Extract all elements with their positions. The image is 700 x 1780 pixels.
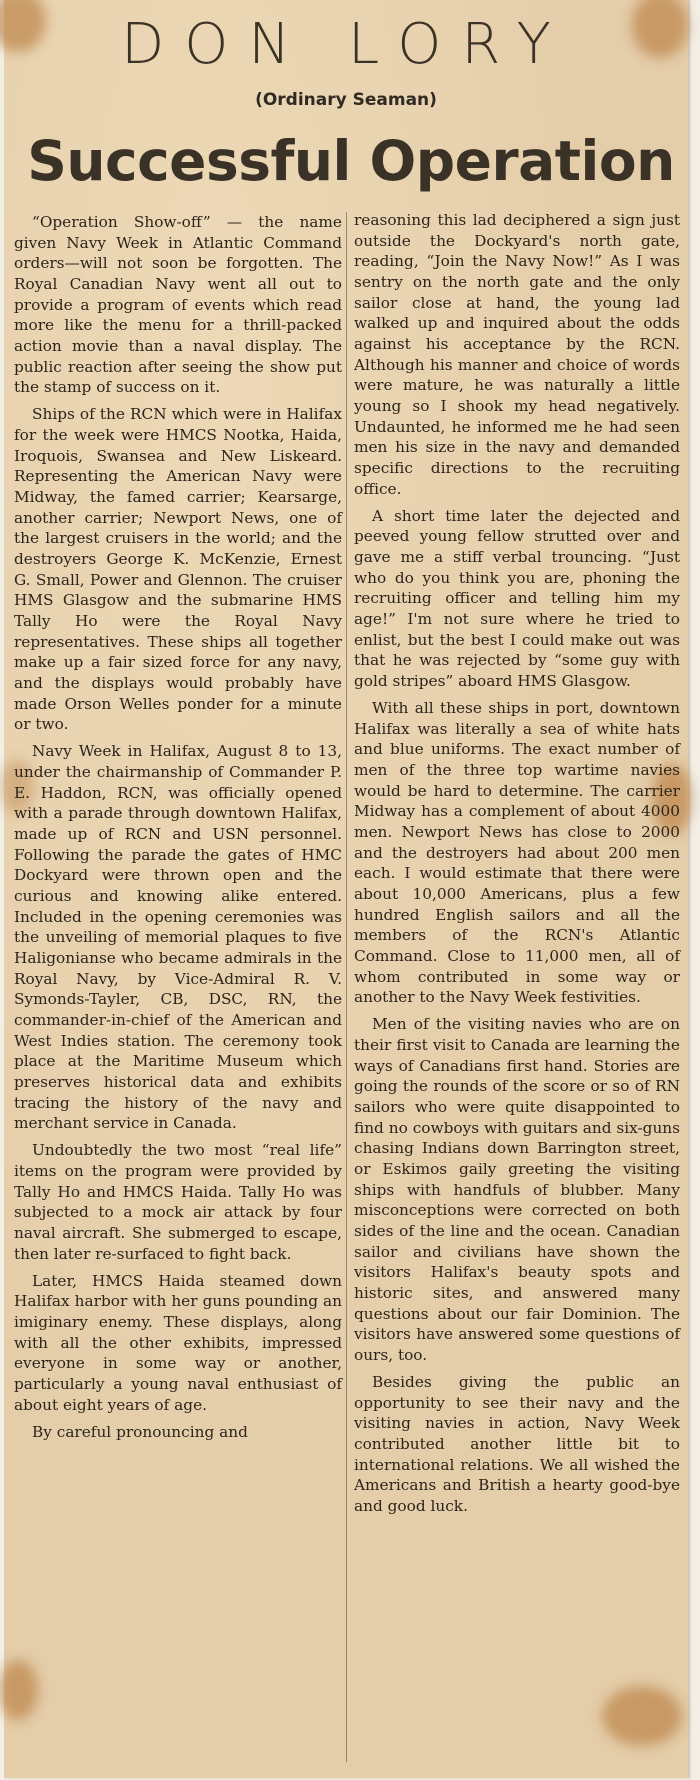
paragraph: Later, HMCS Haida steamed down Halifax harbor with her guns pounding an imiginary enemy. These displays, along with all the other exhibits, impressed everyone in some way or another, particularly a young naval enthusiast of about eight years of age. xyxy=(14,1271,342,1414)
paragraph: With all these ships in port, downtown Halifax was literally a sea of white hats and blue uniforms. The exact number of men of the three top wartime navies would be hard to determine. The carrier Midway has a complement of about 4000 men. Newport News has close to 2000 and the destroyers had about 200 men each. I would estimate that there were about 10,000 Americans, plus a few hundred English sailors and all the members of the RCN's Atlantic Command. Close to 11,000 men, all of whom contributed in some way or another to the Navy Week festivities. xyxy=(354,699,680,1007)
newspaper-clipping xyxy=(4,0,688,1778)
stain-bottom-right xyxy=(602,1686,682,1746)
left-column xyxy=(14,212,342,1443)
paragraph: Besides giving the public an opportunity to see their navy and the visiting navies in action, Navy Week contributed another little bit to international relations. We all wished the Americans and British a hearty good-bye and good luck. xyxy=(354,1373,680,1516)
byline: DON LORY xyxy=(121,12,571,77)
paragraph: “Operation Show-off” — the name given Navy Week in Atlantic Command orders—will not soon be forgotten. The Royal Canadian Navy went all out to provide a program of events which read more like the menu for a thrill-packed action movie than a naval display. The public reaction after seeing the show put the stamp of success on it. xyxy=(14,213,342,397)
paragraph: Navy Week in Halifax, August 8 to 13, under the chairmanship of Commander P. E. Haddon, RCN, was officially opened with a parade through downtown Halifax, made up of RCN and USN personnel. Following the parade the gates of HMC Dockyard were thrown open and the curious and knowing alike entered. Included in the opening ceremonies was the unveiling of memorial plaques to five Haligonianse who became admirals in the Royal Navy, by Vice-Admiral R. V. Symonds-Tayler, CB, DSC, RN, the commander-in-chief of the American and West Indies station. The ceremony took place at the Maritime Museum which preserves historical data and exhibits tracing the history of the navy and merchant service in Canada. xyxy=(14,742,342,1133)
author-rank: (Ordinary Seaman) xyxy=(255,90,437,110)
right-column xyxy=(354,210,680,1517)
paragraph: By careful pronouncing and xyxy=(32,1422,248,1441)
paragraph: Undoubtedly the two most “real life” items on the program were provided by Tally Ho and HMCS Haida. Tally Ho was subjected to a mock air attack by four naval aircraft. She submerged to escape, then later re-surfaced to fight back. xyxy=(14,1141,342,1263)
column-rule xyxy=(346,212,347,1762)
headline: Successful Operation xyxy=(27,129,675,193)
paragraph: A short time later the dejected and peeved young fellow strutted over and gave me a stiff verbal trouncing. “Just who do you think you are, phoning the recruiting officer and telling him my age!” I'm not sure where he tried to enlist, but the best I could make out was that he was rejected by “some guy with gold stripes” aboard HMS Glasgow. xyxy=(354,506,680,690)
paragraph: Men of the visiting navies who are on their first visit to Canada are learning the ways of Canadians first hand. Stories are going the rounds of the score or so of RN sailors who were quite disappointed to find no cowboys with guitars and six-guns chasing Indians down Barrington street, or Eskimos gaily greeting the visiting ships with handfuls of blubber. Many misconceptions were corrected on both sides of the line and the ocean. Canadian sailor and civilians have shown the visitors Halifax's beauty spots and historic sites, and answered many questions about our fair Dominion. The visitors have answered some questions of ours, too. xyxy=(354,1015,680,1364)
stain-bottom-left xyxy=(0,1660,38,1720)
paragraph: reasoning this lad deciphered a sign just outside the Dockyard's north gate, reading, “Join the Navy Now!” As I was sentry on the north gate and the only sailor close at hand, the young lad walked up and inquired about the odds against his acceptance by the RCN. Although his manner and choice of words were mature, he was naturally a little young so I shook my head negatively. Undaunted, he informed me he had seen men his size in the navy and demanded specific directions to the recruiting office. xyxy=(354,211,680,498)
paragraph: Ships of the RCN which were in Halifax for the week were HMCS Nootka, Haida, Iroquois, Swansea and New Liskeard. Representing the American Navy were Midway, the famed carrier; Kearsarge, another carrier; Newport News, one of the largest cruisers in the world; and the destroyers George K. McKenzie, Ernest G. Small, Power and Glennon. The cruiser HMS Glasgow and the submarine HMS Tally Ho were the Royal Navy representatives. These ships all together make up a fair sized force for any navy, and the displays would probably have made Orson Welles ponder for a minute or two. xyxy=(14,405,342,734)
